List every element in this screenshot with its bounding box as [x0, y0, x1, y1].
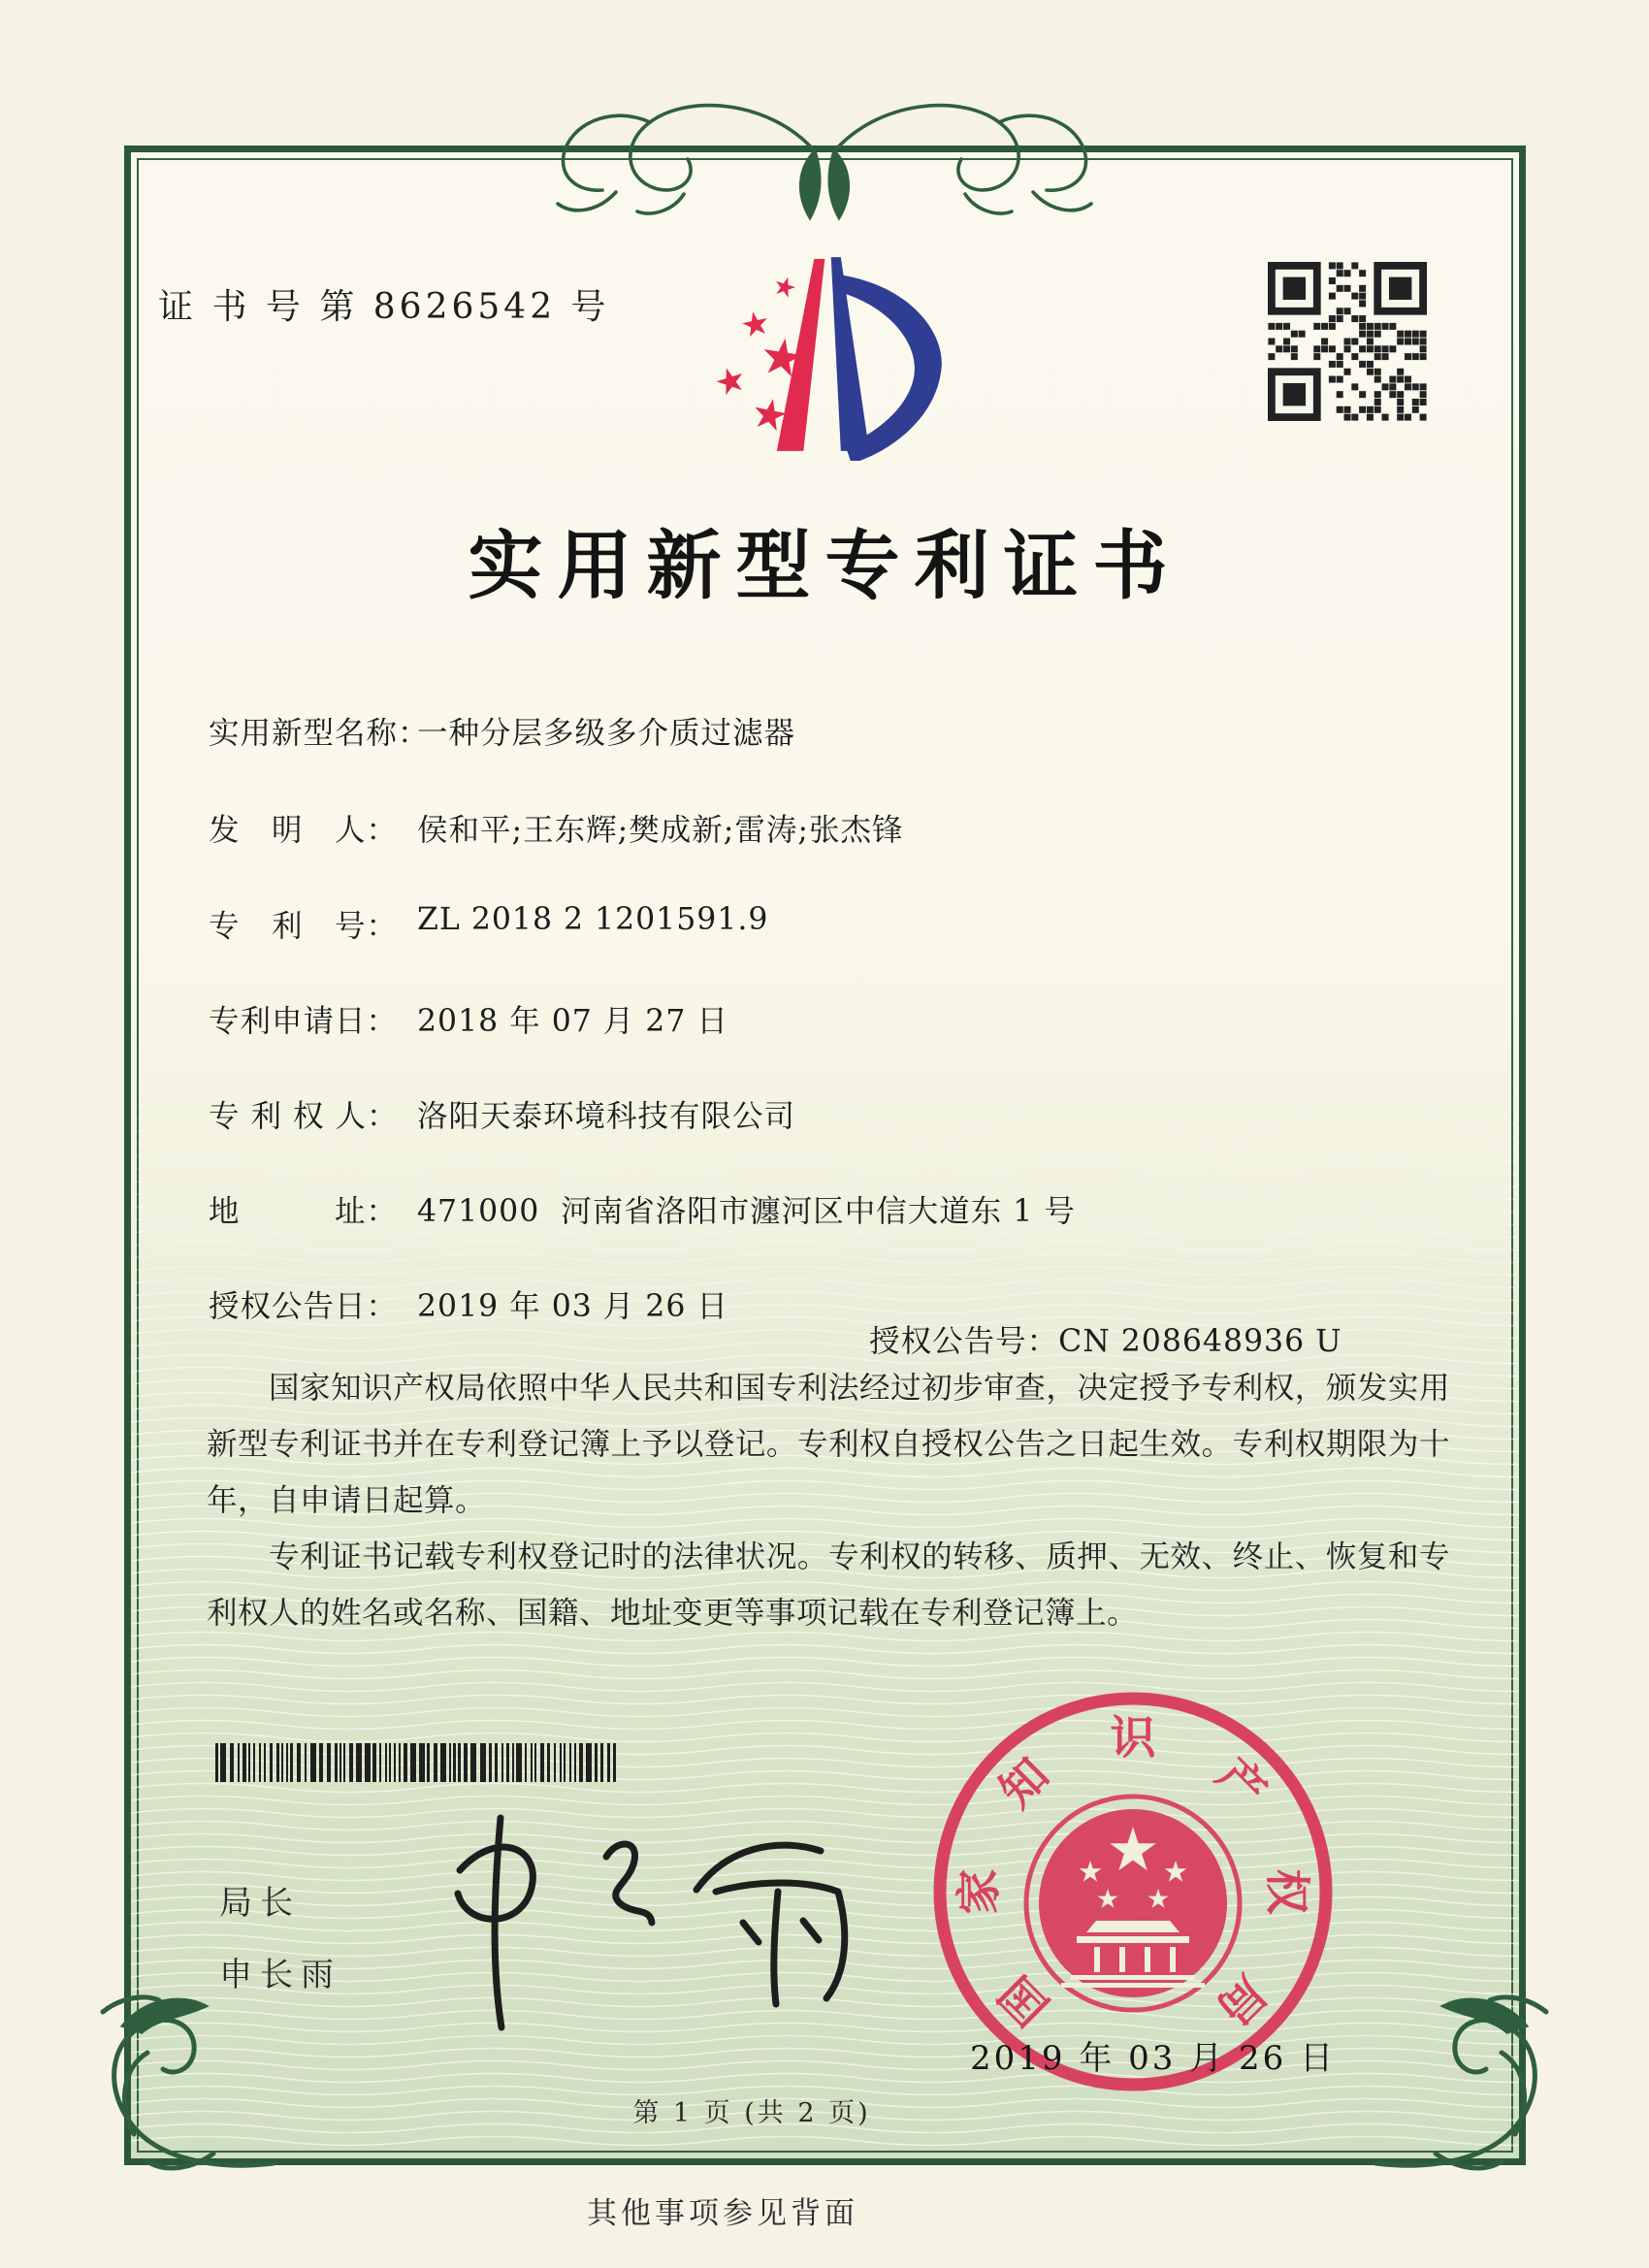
field-label: 授权公告号：	[869, 1324, 1059, 1359]
field-grant-date-and-number	[209, 1282, 1470, 1359]
svg-text:权: 权	[1259, 1868, 1313, 1915]
field-label: 授权公告日：	[209, 1289, 399, 1324]
qr-code	[1268, 262, 1427, 421]
field-inventors	[209, 806, 1470, 849]
field-value: 洛阳天泰环境科技有限公司	[417, 1099, 796, 1134]
field-value: 2018 年 07 月 27 日	[417, 1004, 728, 1039]
field-filing-date	[209, 997, 1470, 1040]
svg-text:识: 识	[1110, 1711, 1156, 1766]
back-side-note: 其他事项参见背面	[587, 2196, 858, 2231]
legal-statement	[207, 1360, 1450, 1641]
field-value: ZL 2018 2 1201591.9	[417, 902, 769, 937]
field-value: 471000 河南省洛阳市瀍河区中信大道东 1 号	[417, 1194, 1076, 1229]
svg-text:局: 局	[1206, 1964, 1277, 2035]
field-patent-number	[209, 902, 1470, 945]
field-label: 地 址：	[209, 1194, 399, 1229]
field-label: 专 利 权 人：	[209, 1099, 399, 1134]
svg-text:产: 产	[1206, 1748, 1277, 1819]
field-label: 专利申请日：	[209, 1004, 399, 1039]
field-value: 侯和平;王东辉;樊成新;雷涛;张杰锋	[417, 813, 904, 848]
svg-text:知: 知	[989, 1748, 1060, 1819]
legal-paragraph-1: 国家知识产权局依照中华人民共和国专利法经过初步审查，决定授予专利权，颁发实用新型专利证书并在专利登记簿上予以登记。专利权自授权公告之日起生效。专利权期限为十年，自申请日起算。	[207, 1371, 1450, 1518]
field-label: 专 利 号：	[209, 909, 399, 944]
field-utility-model-name	[209, 709, 1470, 752]
svg-text:家: 家	[953, 1868, 1007, 1915]
seal-date: 2019 年 03 月 26 日	[970, 2039, 1337, 2078]
director-title: 局长	[219, 1884, 301, 1923]
field-patentee	[209, 1092, 1470, 1135]
field-label: 实用新型名称：	[209, 716, 430, 751]
field-address	[209, 1187, 1470, 1230]
barcode	[215, 1743, 621, 1782]
certificate-number: 证 书 号 第 8626542 号	[158, 287, 610, 327]
field-label: 发 明 人：	[209, 813, 399, 848]
legal-paragraph-2: 专利证书记载专利权登记时的法律状况。专利权的转移、质押、无效、终止、恢复和专利权人的姓名或名称、国籍、地址变更等事项记载在专利登记簿上。	[207, 1539, 1450, 1631]
field-value: CN 208648936 U	[1058, 1324, 1342, 1359]
certificate-title: 实用新型专利证书	[468, 523, 1182, 610]
field-value: 一种分层多级多介质过滤器	[417, 716, 796, 751]
cnipa-logo-icon	[700, 247, 967, 461]
director-name: 申长雨	[219, 1956, 341, 1994]
svg-text:国: 国	[989, 1964, 1060, 2035]
page-number: 第 1 页 (共 2 页)	[632, 2098, 871, 2128]
field-value: 2019 年 03 月 26 日	[417, 1289, 728, 1324]
director-signature-icon	[407, 1797, 912, 2049]
